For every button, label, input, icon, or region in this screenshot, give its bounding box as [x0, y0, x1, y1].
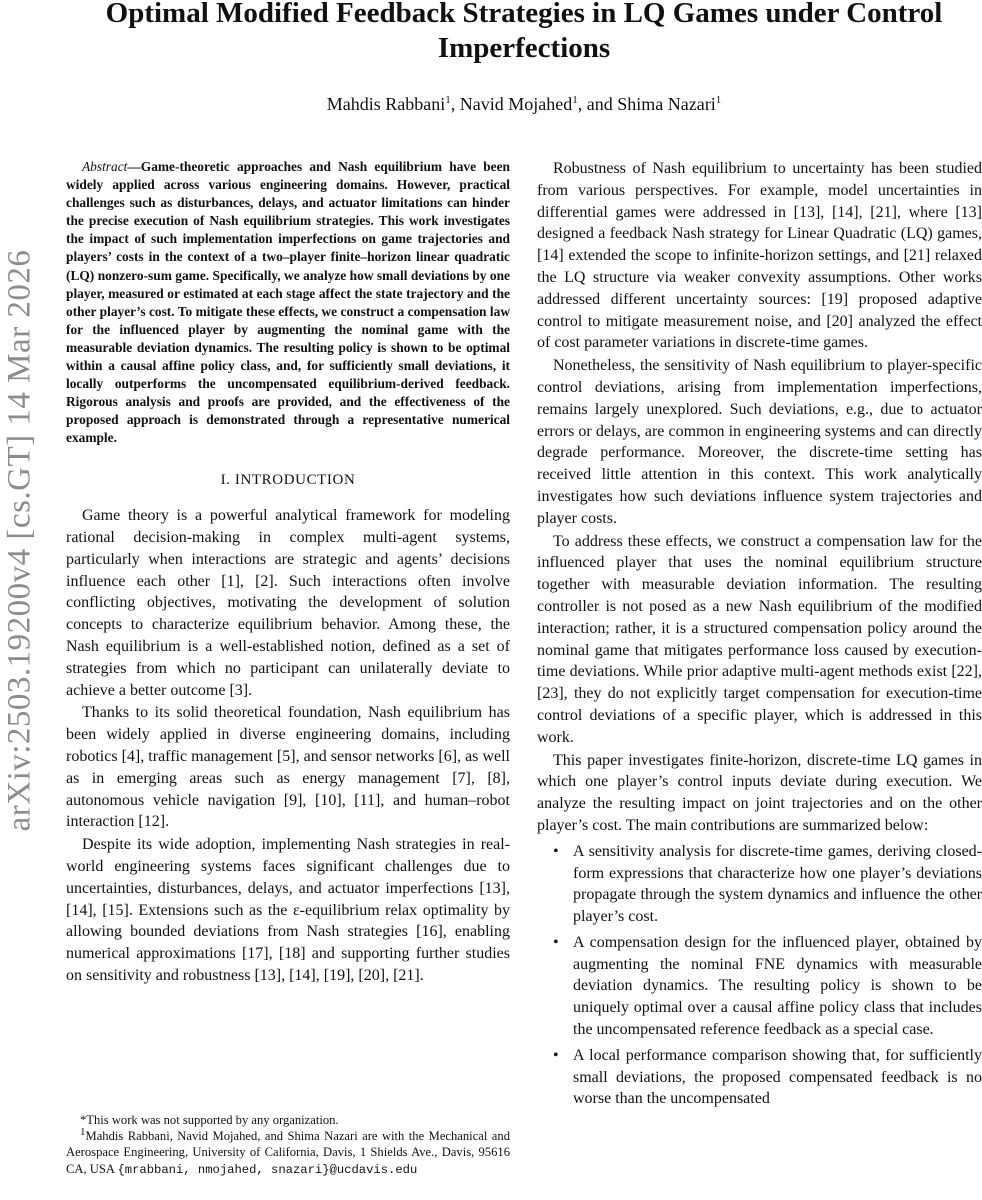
affiliation-text: Mahdis Rabbani, Navid Mojahed, and Shima Nazari are with the Mechanical and Aerospace Engineering, University of California, Davis, 1 Shields Ave., Davis, 95616 CA, USA [66, 1129, 510, 1176]
intro-paragraph: Game theory is a powerful analytical framework for modeling rational decision-making in complex multi-agent systems, particularly when interactions are strategic and agents’ decisions influence each other [1], [2]. Such interactions often involve conflicting objectives, motivating the development of solution concepts to characterize equilibrium behavior. Among these, the Nash equilibrium is a well-established notion, defined as a set of strategies from which no participant can unilaterally deviate to achieve a better outcome [3]. [66, 507, 510, 699]
intro-paragraph: To address these effects, we construct a compensation law for the influenced player that uses the nominal equilibrium structure together with measurable deviation information. The resulting controller is not posed as a new Nash equilibrium of the modified interaction; rather, it is a structured compensation policy around the nominal game that mitigates performance loss caused by execution-time deviations. While prior adaptive multi-agent methods exist [22], [23], they do not explicitly target compensation for execution-time control deviations of a specific player, which is addressed in this work. [537, 532, 982, 746]
footnotes [66, 1112, 510, 1178]
abstract-label: Abstract [82, 159, 128, 174]
footnote-mark: 1 [80, 1126, 86, 1139]
bullet-icon: • [553, 1046, 559, 1064]
affiliation-mark: 1 [445, 94, 451, 106]
author-name: Mahdis Rabbani [326, 94, 446, 114]
section-heading-introduction: I. INTRODUCTION [220, 471, 356, 488]
paper-title: Optimal Modified Feedback Strategies in LQ Games under Control Imperfections [105, 0, 943, 64]
left-column [66, 158, 510, 988]
affiliation-mark: 1 [715, 94, 722, 106]
author-separator: , [450, 94, 460, 114]
contribution-list [537, 841, 982, 1111]
right-column [537, 158, 982, 1114]
abstract-dash: — [127, 159, 141, 174]
bullet-icon: • [553, 933, 559, 951]
author-list [70, 94, 978, 115]
footnote-support: *This work was not supported by any organization. [80, 1113, 339, 1127]
arxiv-sidebar [0, 170, 40, 910]
abstract [66, 158, 510, 448]
intro-paragraph: Nonetheless, the sensitivity of Nash equilibrium to player-specific control deviations, arising from implementation imperfections, remains largely unexplored. Such deviations, e.g., due to actuator errors or delays, are common in engineering systems and can directly degrade performance. Moreover, the discrete-time setting has received little attention in this context. This work analytically investigates how such deviations influence system trajectories and player costs. [537, 357, 982, 527]
contribution-text: A compensation design for the influenced player, obtained by augmenting the nominal FNE dynamics with measurable deviation dynamics. The resulting policy is shown to be uniquely optimal over a causal affine policy class that includes the uncompensated reference feedback as a special case. [573, 933, 982, 1039]
arxiv-identifier: arXiv:2503.19200v4 [cs.GT] 14 Mar 2026 [1, 249, 38, 831]
contribution-text: A local performance comparison showing that, for sufficiently small deviations, the proposed compensated feedback is no worse than the uncompensated [573, 1046, 982, 1108]
author-separator: , and [577, 94, 618, 114]
intro-paragraph: Robustness of Nash equilibrium to uncertainty has been studied from various perspectives. For example, model uncertainties in differential games were addressed in [13], [14], [21], where [13] designed a feedback Nash strategy for Linear Quadratic (LQ) games, [14] extended the scope to infinite-horizon settings, and [21] relaxed the LQ structure via weaker convexity assumptions. Other works addressed different uncertainty sources: [19] proposed adaptive control to mitigate measurement noise, and [20] analyzed the effect of cost parameter variations in discrete-time games. [537, 160, 982, 352]
list-item [553, 932, 982, 1041]
bullet-icon: • [553, 842, 559, 860]
abstract-text: Game-theoretic approaches and Nash equilibrium have been widely applied across various engineering domains. However, practical challenges such as disturbances, delays, and actuator limitations can hinder the precise execution of Nash equilibrium strategies. This work investigates the impact of such implementation imperfections on game trajectories and players’ costs in the context of a two–player finite–horizon linear quadratic (LQ) nonzero-sum game. Specifically, we analyze how small deviations by one player, measured or estimated at each stage affect the state trajectory and the other player’s cost. To mitigate these effects, we construct a compensation law for the influenced player by augmenting the nominal game with the measurable deviation dynamics. The resulting policy is shown to be optimal within a causal affine policy class, and, for sufficiently small deviations, it locally outperforms the uncompensated equilibrium-derived feedback. Rigorous analysis and proofs are provided, and the effectiveness of the proposed approach is demonstrated through a representative numerical example. [66, 159, 510, 446]
list-item [553, 841, 982, 928]
author-name: Shima Nazari [617, 94, 716, 114]
intro-paragraph: Despite its wide adoption, implementing Nash strategies in real-world engineering systems faces significant challenges due to uncertainties, disturbances, delays, and actuator imperfections [13], [14], [15]. Extensions such as the ε-equilibrium relax optimality by allowing bounded deviations from Nash strategies [16], enabling numerical approximations [17], [18] and supporting further studies on sensitivity and robustness [13], [14], [19], [20], [21]. [66, 836, 510, 985]
author-emails: {mrabbani, nmojahed, snazari}@ucdavis.edu [117, 1162, 418, 1177]
intro-paragraph: This paper investigates finite-horizon, discrete-time LQ games in which one player’s control inputs deviate during execution. We analyze the resulting impact on joint trajectories and on the other player’s cost. The main contributions are summarized below: [537, 751, 982, 834]
footnote-affiliation [66, 1128, 510, 1178]
affiliation-mark: 1 [572, 94, 578, 106]
intro-paragraph: Thanks to its solid theoretical foundation, Nash equilibrium has been widely applied in diverse engineering domains, including robotics [4], traffic management [5], and sensor networks [6], as well as in emerging areas such as energy management [7], [8], autonomous vehicle navigation [9], [10], [11], and human–robot interaction [12]. [66, 704, 510, 831]
author-name: Navid Mojahed [459, 94, 573, 114]
list-item [553, 1045, 982, 1110]
contribution-text: A sensitivity analysis for discrete-time games, deriving closed-form expressions that characterize how one player’s deviations propagate through the system dynamics and influence the other player’s cost. [573, 842, 982, 926]
